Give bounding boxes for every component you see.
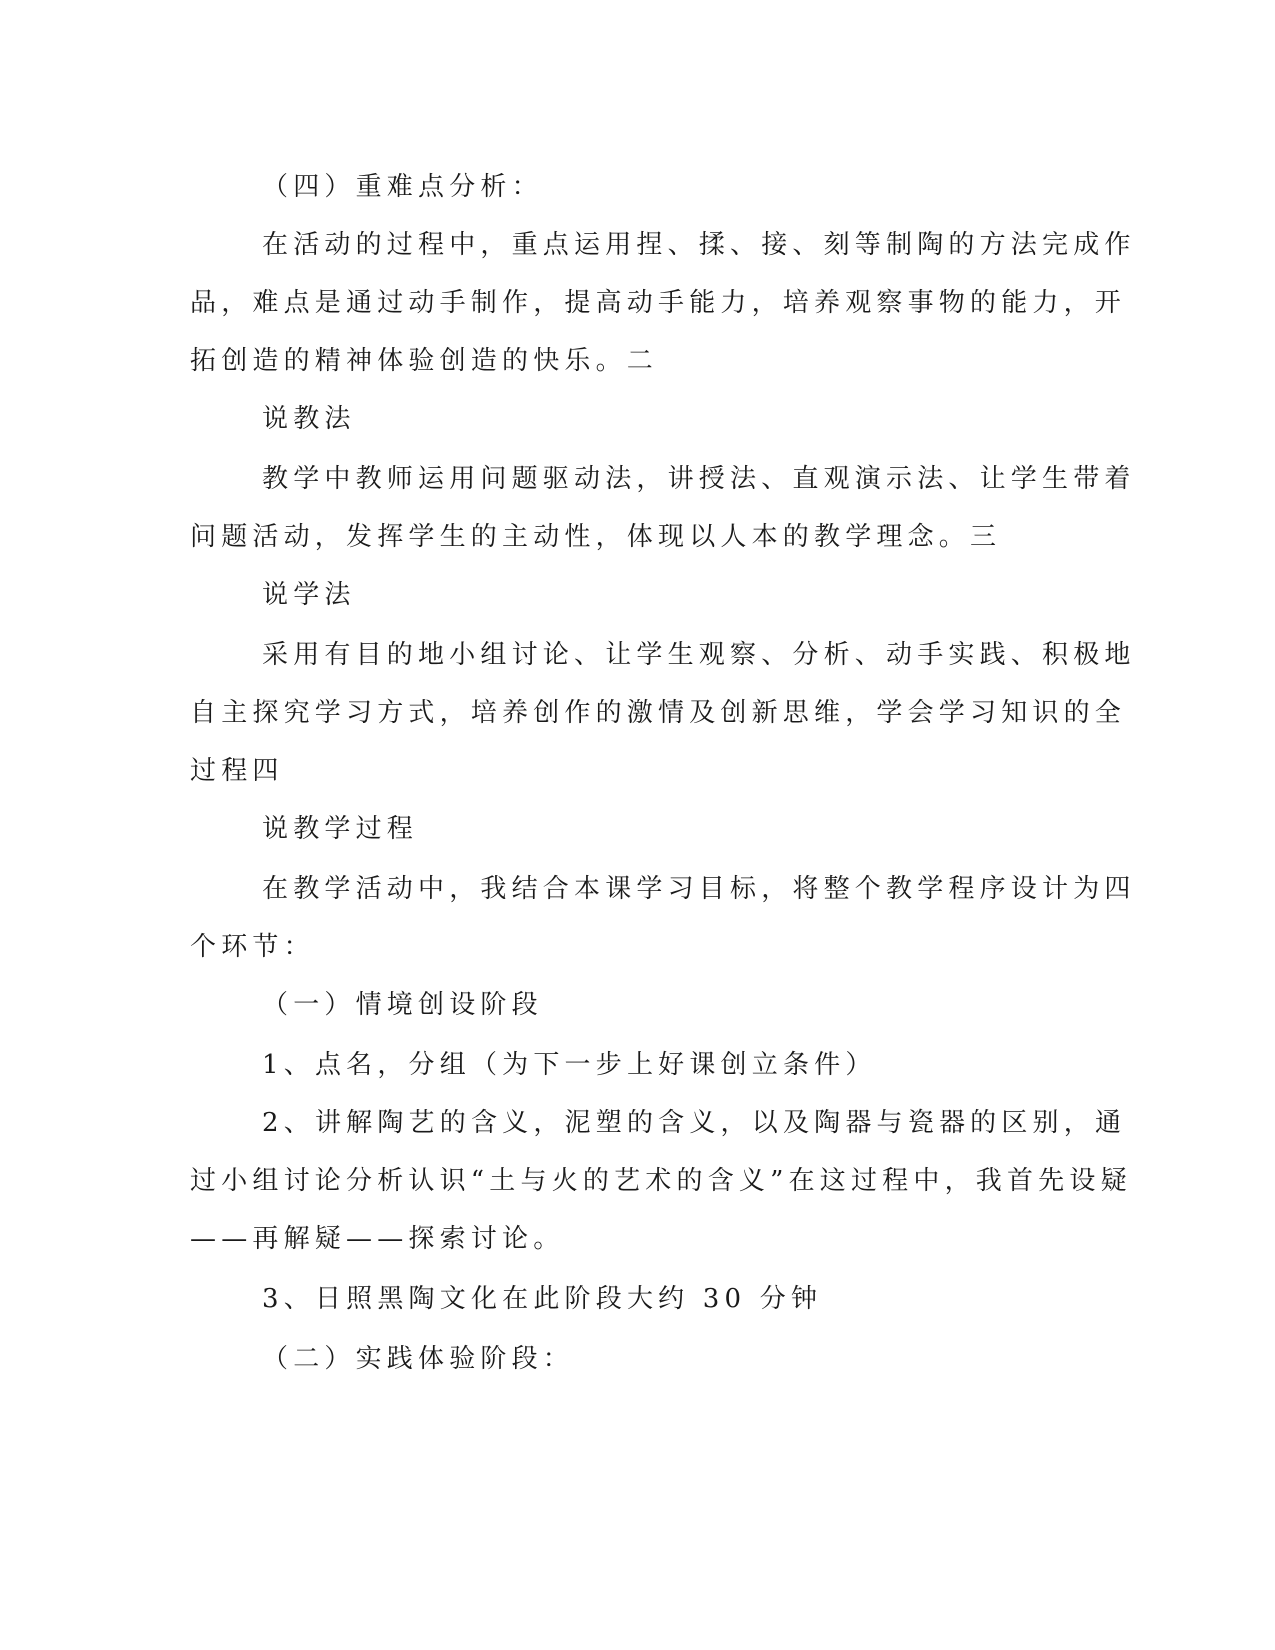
paragraph-line: 问题活动，发挥学生的主动性，体现以人本的教学理念。三 [190, 522, 1002, 552]
paragraph-line: 过程四 [190, 756, 284, 786]
paragraph-line: 个环节： [190, 932, 315, 962]
heading-teaching-method: 说教法 [262, 404, 356, 434]
paragraph-line: 拓创造的精神体验创造的快乐。二 [190, 346, 659, 376]
paragraph-line: 教学中教师运用问题驱动法，讲授法、直观演示法、让学生带着 [262, 464, 1136, 494]
heading-stage-one: （一）情境创设阶段 [262, 990, 543, 1020]
paragraph-line: 在教学活动中，我结合本课学习目标，将整个教学程序设计为四 [262, 874, 1136, 904]
paragraph-line: ——再解疑——探索讨论。 [190, 1224, 565, 1254]
heading-learning-method: 说学法 [262, 580, 356, 610]
paragraph-line: 自主探究学习方式，培养创作的激情及创新思维，学会学习知识的全 [190, 698, 1127, 728]
heading-teaching-process: 说教学过程 [262, 814, 419, 844]
list-item: 2、讲解陶艺的含义，泥塑的含义，以及陶器与瓷器的区别，通 [262, 1108, 1127, 1138]
paragraph-line: 品，难点是通过动手制作，提高动手能力，培养观察事物的能力，开 [190, 288, 1127, 318]
heading-key-points: （四）重难点分析： [262, 172, 543, 202]
paragraph-line: 过小组讨论分析认识“土与火的艺术的含义”在这过程中，我首先设疑 [190, 1166, 1132, 1196]
list-item: 1、点名，分组（为下一步上好课创立条件） [262, 1050, 877, 1080]
paragraph-line: 在活动的过程中，重点运用捏、揉、接、刻等制陶的方法完成作 [262, 230, 1136, 260]
list-item: 3、日照黑陶文化在此阶段大约 30 分钟 [262, 1284, 823, 1314]
heading-stage-two: （二）实践体验阶段： [262, 1344, 575, 1374]
paragraph-line: 采用有目的地小组讨论、让学生观察、分析、动手实践、积极地 [262, 640, 1136, 670]
